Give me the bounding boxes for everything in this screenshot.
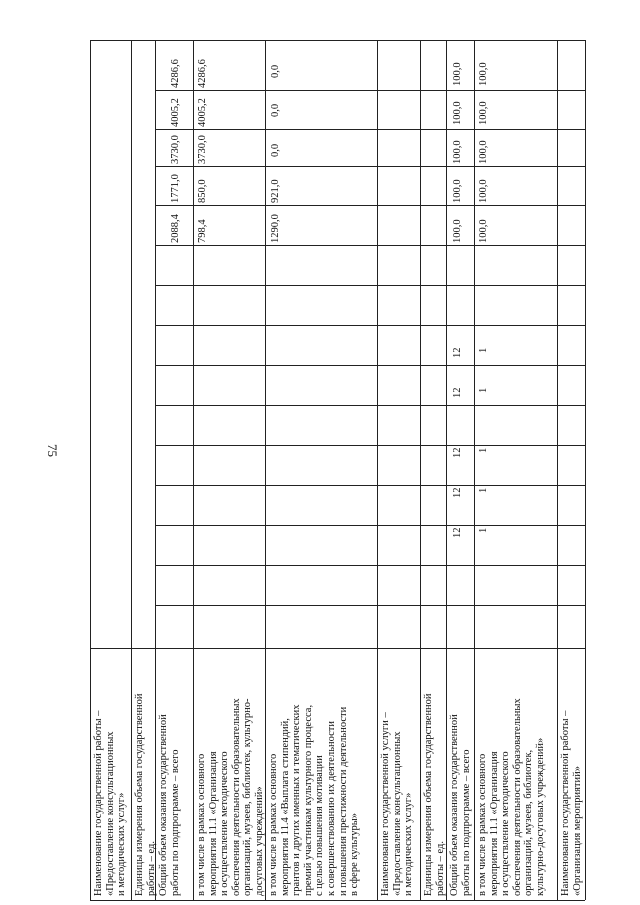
col-line [155,285,585,286]
count-cell: 1 [478,487,489,493]
count-cell: 12 [452,447,463,458]
value-cell: 921,0 [270,179,281,203]
table-border-bottom [90,900,585,901]
value-cell: 2088,4 [170,214,181,243]
col-line [155,445,585,446]
value-cell: 1771,0 [170,174,181,203]
row-line [377,40,378,900]
col-line [155,166,585,167]
row-label: Наименование государственной работы – «Организация мероприятий» [560,710,583,896]
row-line [193,40,194,900]
value-cell: 0,0 [270,103,281,117]
count-cell: 12 [452,487,463,498]
page-number: 75 [45,444,60,457]
row-line [474,40,475,900]
value-cell: 100,0 [452,179,463,203]
col-line [155,325,585,326]
row-line [585,40,586,900]
col-line [155,565,585,566]
row-label: Общий объем оказания государственной работы по подпрограмме – всего [449,714,472,896]
count-cell: 12 [452,347,463,358]
col-line [155,129,585,130]
row-label: Общий объем оказания государственной работы по подпрограмме – всего [158,714,181,896]
value-cell: 100,0 [452,219,463,243]
value-cell: 798,4 [197,219,208,243]
value-cell: 100,0 [478,179,489,203]
value-cell: 100,0 [478,101,489,125]
count-cell: 12 [452,527,463,538]
value-cell: 100,0 [452,62,463,86]
value-cell: 0,0 [270,143,281,157]
row-label: Единицы измерения объема государственной работы – ед. [423,693,446,896]
col-line [155,245,585,246]
col-line [155,525,585,526]
label-col-line [90,648,585,649]
value-cell: 100,0 [478,219,489,243]
value-cell: 4286,6 [197,59,208,88]
value-cell: 100,0 [478,140,489,164]
table-border-top [90,40,585,41]
row-line [420,40,421,900]
row-line [90,40,91,900]
value-cell: 4005,2 [170,98,181,127]
col-line [155,205,585,206]
row-label: Наименование государственной работы – «Предоставление консультационных и методических услуг» [93,710,128,896]
row-label: в том числе в рамках основного мероприятия 11.1 «Организация и осуществление методического обеспечения деятельности образовательных организаций, музеев, библиотек, культурно- досуговых учреждений» [196,698,265,896]
col-line [155,485,585,486]
value-cell: 100,0 [452,140,463,164]
row-label: Единицы измерения объема государственной работы – ед. [134,693,157,896]
count-cell: 1 [478,527,489,533]
row-label: в том числе в рамках основного мероприятия 11.1 «Организация и осуществление методического обеспечения деятельности образовательных организаций, музеев, библиотек, культурно-досуговых учреждений» [477,698,546,896]
count-cell: 1 [478,447,489,453]
col-line [155,405,585,406]
count-cell: 1 [478,387,489,393]
value-cell: 100,0 [478,62,489,86]
value-cell: 1290,0 [270,214,281,243]
value-cell: 4286,6 [170,59,181,88]
col-line [155,365,585,366]
value-cell: 100,0 [452,101,463,125]
row-label: в том числе в рамках основного мероприятия 11.4 «Выплата стипендий, грантов и других именных и тематических премий участникам культурного процесса, с целью повышения мотивации к совершенствованию их деятельности и повышения престижности деятельности в сфере культуры» [268,704,361,896]
row-label: Наименование государственной услуги – «Предоставление консультационных и методических услуг» [380,712,415,896]
value-cell: 3730,0 [197,135,208,164]
value-cell: 4005,2 [197,98,208,127]
row-line [557,40,558,900]
value-cell: 3730,0 [170,135,181,164]
value-cell: 0,0 [270,64,281,78]
row-line [131,40,132,900]
count-cell: 1 [478,347,489,353]
col-line [155,605,585,606]
value-cell: 850,0 [197,179,208,203]
count-cell: 12 [452,387,463,398]
col-line [155,90,585,91]
